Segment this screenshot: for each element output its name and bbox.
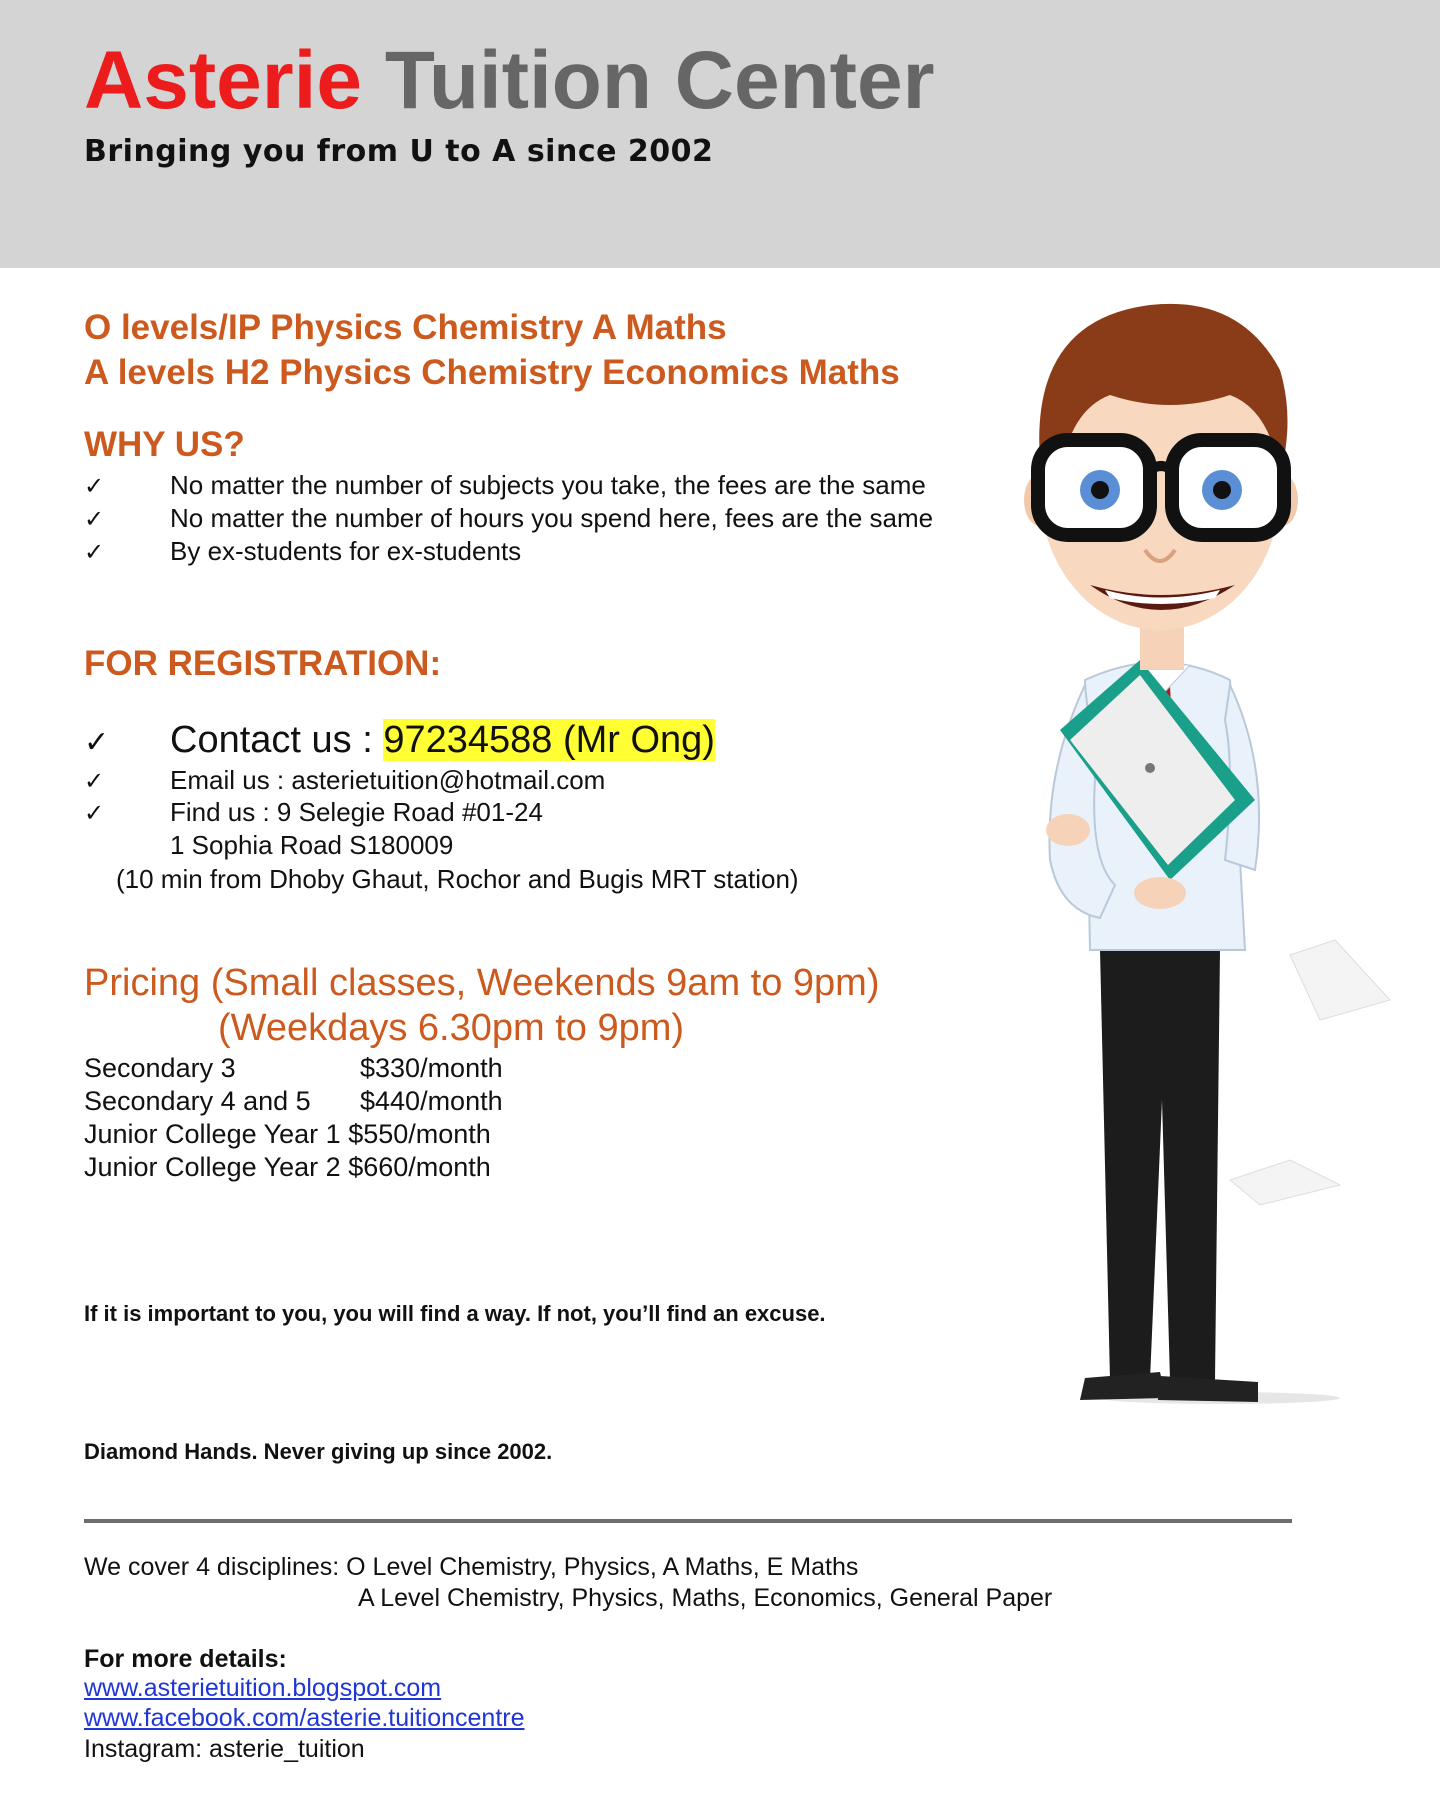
registration-heading: FOR REGISTRATION: [84, 644, 442, 683]
student-illustration [990, 300, 1440, 1410]
why-us-heading: WHY US? [84, 425, 245, 464]
contact-label: Contact us : [170, 719, 373, 761]
check-icon: ✓ [84, 799, 105, 827]
check-icon: ✓ [84, 472, 105, 500]
brand-name-grey: Tuition Center [384, 35, 935, 126]
subjects-a-levels: A levels H2 Physics Chemistry Economics Maths [84, 353, 900, 392]
contact-phone[interactable]: 97234588 (Mr Ong) [383, 719, 715, 761]
pricing-heading: Pricing (Small classes, Weekends 9am to 9pm) [84, 962, 880, 1004]
paper-icon [1290, 940, 1390, 1020]
pricing-weekday-hours: (Weekdays 6.30pm to 9pm) [218, 1007, 685, 1049]
why-us-item: ✓ By ex-students for ex-students [84, 536, 522, 566]
price-row: Secondary 4 and 5 $440/month [84, 1086, 503, 1116]
motivational-quote: If it is important to you, you will find a way. If not, you’ll find an excuse. [84, 1301, 826, 1326]
check-icon: ✓ [84, 538, 105, 566]
contact-line [84, 718, 715, 765]
address-line-2: 1 Sophia Road S180009 [170, 830, 454, 860]
tagline: Bringing you from U to A since 2002 [84, 134, 714, 169]
brand-title [84, 36, 934, 126]
why-us-item: ✓ No matter the number of subjects you take, the fees are the same [84, 470, 926, 500]
why-us-item: ✓ No matter the number of hours you spend here, fees are the same [84, 503, 934, 533]
check-icon: ✓ [84, 767, 105, 795]
price-row: Junior College Year 1 $550/month [84, 1119, 491, 1149]
check-icon: ✓ [84, 725, 110, 760]
trousers [1100, 950, 1220, 1380]
divider [84, 1519, 1292, 1523]
pupil [1213, 481, 1231, 499]
facebook-link[interactable]: www.facebook.com/asterie.tuitioncentre [84, 1704, 525, 1732]
details-heading: For more details: [84, 1645, 287, 1673]
brand-name-red: Asterie [84, 35, 363, 126]
check-icon: ✓ [84, 505, 105, 533]
price-row: Junior College Year 2 $660/month [84, 1152, 491, 1182]
right-hand [1134, 877, 1186, 909]
disciplines-line-2: A Level Chemistry, Physics, Maths, Economics, General Paper [358, 1584, 1053, 1612]
motto: Diamond Hands. Never giving up since 2002. [84, 1439, 553, 1464]
email-line: ✓ Email us : asterietuition@hotmail.com [84, 765, 606, 795]
left-hand [1046, 814, 1090, 846]
left-shoe [1080, 1372, 1166, 1400]
address-line: ✓ Find us : 9 Selegie Road #01-24 [84, 797, 543, 827]
instagram-handle: Instagram: asterie_tuition [84, 1735, 365, 1763]
paper-icon [1230, 1160, 1340, 1205]
laptop-logo [1145, 763, 1155, 773]
blog-link[interactable]: www.asterietuition.blogspot.com [84, 1674, 442, 1702]
glasses-bridge [1150, 466, 1172, 470]
right-shoe [1158, 1376, 1258, 1402]
directions: (10 min from Dhoby Ghaut, Rochor and Bugis MRT station) [116, 864, 799, 894]
price-row: Secondary 3 $330/month [84, 1053, 503, 1083]
header-banner [0, 0, 1440, 268]
pupil [1091, 481, 1109, 499]
subjects-o-levels: O levels/IP Physics Chemistry A Maths [84, 308, 727, 347]
disciplines-line-1: We cover 4 disciplines: O Level Chemistry, Physics, A Maths, E Maths [84, 1553, 859, 1581]
